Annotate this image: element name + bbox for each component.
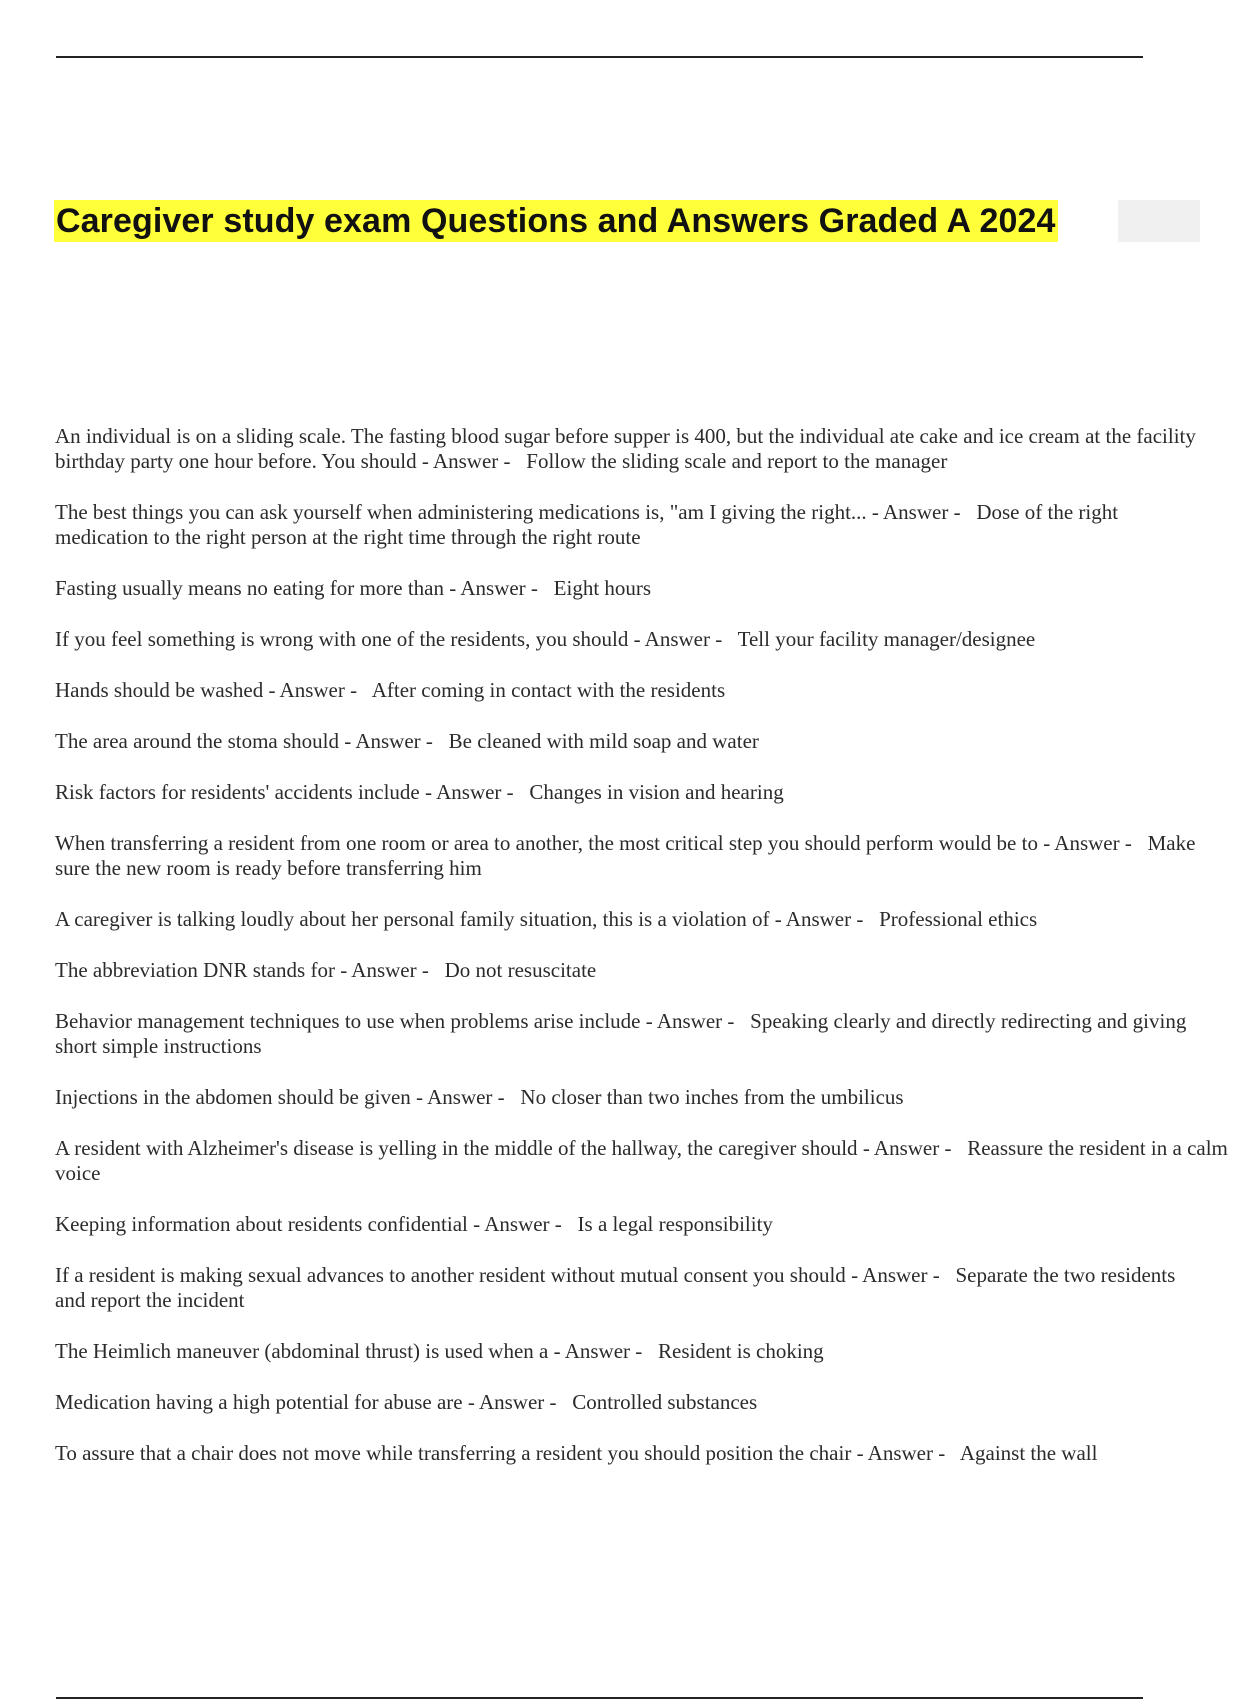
answer-separator: - Answer - [1037, 831, 1148, 855]
qa-item [55, 424, 1200, 474]
qa-item [55, 1009, 1200, 1059]
question-text: Hands should be washed [55, 678, 264, 702]
question-text: The area around the stoma should [55, 729, 339, 753]
answer-separator: - Answer - [462, 1390, 573, 1414]
question-text: If a resident is making sexual advances to another resident without mutual consent you should [55, 1263, 846, 1287]
answer-text: Eight hours [553, 576, 652, 600]
answer-text: Make sure the new room is ready before transferring him [55, 831, 1196, 880]
answer-separator: - Answer - [419, 780, 530, 804]
answer-separator: - Answer - [334, 958, 445, 982]
answer-separator: - Answer - [640, 1009, 751, 1033]
answer-separator: - Answer - [851, 1441, 960, 1465]
answer-text: Against the wall [959, 1441, 1098, 1465]
answer-separator: - Answer - [416, 449, 527, 473]
qa-item [55, 907, 1200, 932]
qa-item [55, 958, 1200, 983]
answer-separator: - Answer - [857, 1136, 968, 1160]
question-text: Keeping information about residents confidential [55, 1212, 468, 1236]
answer-separator: - Answer - [444, 576, 554, 600]
answer-text: Be cleaned with mild soap and water [448, 729, 759, 753]
qa-item [55, 780, 1200, 805]
qa-item [55, 831, 1200, 881]
question-text: Injections in the abdomen should be given [55, 1085, 411, 1109]
question-text: Behavior management techniques to use when problems arise include [55, 1009, 641, 1033]
qa-list [55, 424, 1228, 1492]
qa-item [55, 627, 1200, 652]
answer-separator: - Answer - [769, 907, 880, 931]
answer-separator: - Answer - [628, 627, 738, 651]
answer-separator: - Answer - [845, 1263, 956, 1287]
question-text: Medication having a high potential for abuse are [55, 1390, 463, 1414]
title-band-decoration [1118, 200, 1200, 242]
qa-item [55, 729, 1200, 754]
answer-text: Professional ethics [879, 907, 1038, 931]
question-text: The abbreviation DNR stands for [55, 958, 335, 982]
answer-text: Separate the two residents and report the incident [55, 1263, 1176, 1312]
answer-text: Is a legal responsibility [577, 1212, 773, 1236]
qa-item [55, 1212, 1200, 1237]
qa-item [55, 1263, 1200, 1313]
answer-separator: - Answer - [548, 1339, 659, 1363]
answer-text: Do not resuscitate [444, 958, 597, 982]
qa-item [55, 1390, 1200, 1415]
answer-separator: - Answer - [467, 1212, 578, 1236]
answer-text: After coming in contact with the residents [371, 678, 726, 702]
answer-separator: - Answer - [866, 500, 977, 524]
qa-item [55, 1339, 1200, 1364]
answer-separator: - Answer - [263, 678, 372, 702]
qa-item [55, 1441, 1200, 1466]
question-text: If you feel something is wrong with one of the residents, you should [55, 627, 629, 651]
answer-separator: - Answer - [339, 729, 449, 753]
qa-item [55, 500, 1200, 550]
question-text: To assure that a chair does not move while transferring a resident you should position the chair [55, 1441, 852, 1465]
answer-text: Changes in vision and hearing [529, 780, 784, 804]
bottom-rule [56, 1697, 1143, 1699]
question-text: Fasting usually means no eating for more than [55, 576, 445, 600]
answer-text: Reassure the resident in a calm voice [55, 1136, 1228, 1185]
qa-item [55, 1136, 1239, 1186]
answer-text: Controlled substances [572, 1390, 758, 1414]
question-text: When transferring a resident from one room or area to another, the most critical step you should perform would be to [55, 831, 1038, 855]
qa-item [55, 678, 1200, 703]
answer-text: No closer than two inches from the umbilicus [520, 1085, 904, 1109]
question-text: Risk factors for residents' accidents include [55, 780, 420, 804]
answer-separator: - Answer - [410, 1085, 521, 1109]
question-text: The Heimlich maneuver (abdominal thrust) is used when a [55, 1339, 549, 1363]
qa-item [55, 576, 1200, 601]
qa-item [55, 1085, 1200, 1110]
answer-text: Resident is choking [658, 1339, 824, 1363]
question-text: An individual is on a sliding scale. The fasting blood sugar before supper is 400, but the individual ate cake and ice cream at the facility birthday party one hour before. You should [55, 424, 1196, 473]
answer-text: Speaking clearly and directly redirecting and giving short simple instructions [55, 1009, 1187, 1058]
answer-text: Dose of the right medication to the right person at the right time through the right route [55, 500, 1119, 549]
answer-text: Follow the sliding scale and report to the manager [526, 449, 948, 473]
question-text: The best things you can ask yourself when administering medications is, "am I giving the right... [55, 500, 867, 524]
answer-text: Tell your facility manager/designee [737, 627, 1036, 651]
top-rule [56, 56, 1143, 58]
question-text: A resident with Alzheimer's disease is yelling in the middle of the hallway, the caregiver should [55, 1136, 858, 1160]
document-title: Caregiver study exam Questions and Answers Graded A 2024 [56, 202, 1056, 240]
question-text: A caregiver is talking loudly about her personal family situation, this is a violation of [55, 907, 770, 931]
